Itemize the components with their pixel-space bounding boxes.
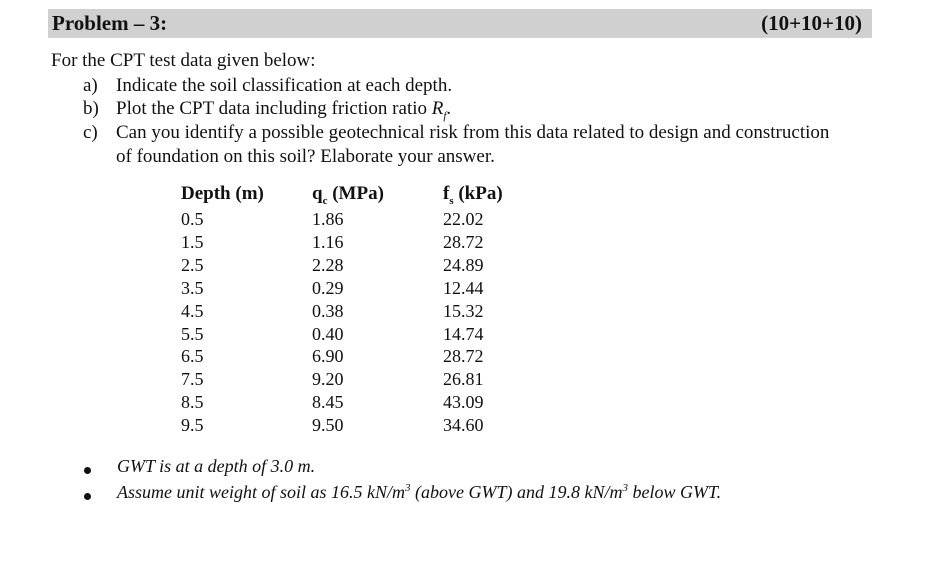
cell-qc: 9.20 — [312, 369, 344, 390]
cell-qc: 0.29 — [312, 277, 344, 298]
cell-fs: 12.44 — [443, 277, 484, 298]
cell-depth: 9.5 — [181, 415, 204, 436]
cell-depth: 6.5 — [181, 346, 204, 367]
cell-fs: 15.32 — [443, 300, 484, 321]
cell-qc: 1.86 — [312, 209, 344, 229]
note-unit-weight-text: Assume unit weight of soil as 16.5 $kN/m^3$ (above GWT) and 19.8 $kN/m^3$ below GWT. — [117, 482, 722, 502]
cell-depth: 3.5 — [181, 277, 204, 298]
cell-qc: 2.28 — [312, 254, 344, 275]
cell-fs: 22.02 — [443, 209, 484, 229]
question-b-text-wrap — [116, 98, 451, 122]
problem-title: Problem – 3: — [52, 11, 168, 35]
problem-points: (10+10+10) — [761, 11, 862, 35]
problem-header — [48, 9, 872, 38]
question-b-text: Plot the CPT data including friction ratio — [116, 98, 432, 119]
question-a-text: Indicate the soil classification at each depth. — [116, 75, 453, 96]
cell-depth: 0.5 — [181, 209, 204, 229]
cell-qc: 8.45 — [312, 392, 344, 413]
note-gwt-text: GWT is at a depth of 3.0 m. — [117, 456, 316, 476]
cell-depth: 2.5 — [181, 254, 204, 275]
header-qc: $q_c$ (MPa) — [312, 183, 384, 207]
question-b-suffix: . — [446, 98, 452, 119]
bullet-icon — [84, 493, 91, 500]
header-fs: $f_s$ (kPa) — [443, 183, 503, 207]
cell-qc: 1.16 — [312, 231, 344, 252]
question-c-text: Can you identify a possible geotechnical risk from this data related to design and construction — [116, 122, 830, 143]
cell-depth: 1.5 — [181, 231, 204, 252]
intro-text: For the CPT test data given below: — [51, 50, 316, 71]
cell-fs: 43.09 — [443, 392, 484, 413]
question-c-label: c) — [83, 122, 98, 143]
question-c-text2: of foundation on this soil? Elaborate your answer. — [116, 146, 495, 167]
cell-fs: 26.81 — [443, 369, 484, 390]
cell-depth: 8.5 — [181, 392, 204, 413]
cell-fs: 28.72 — [443, 231, 484, 252]
cell-fs: 28.72 — [443, 346, 484, 367]
cell-qc: 6.90 — [312, 346, 344, 367]
cell-depth: 5.5 — [181, 323, 204, 344]
question-b-label: b) — [83, 98, 99, 119]
question-a-label: a) — [83, 75, 98, 96]
friction-ratio-symbol: $R_f$ — [431, 98, 447, 122]
cell-fs: 34.60 — [443, 415, 484, 436]
cell-qc: 0.40 — [312, 323, 344, 344]
cell-fs: 24.89 — [443, 254, 484, 275]
header-depth: Depth (m) — [181, 183, 264, 204]
cell-depth: 4.5 — [181, 300, 204, 321]
cell-depth: 7.5 — [181, 369, 204, 390]
bullet-icon — [84, 467, 91, 474]
cell-qc: 0.38 — [312, 300, 344, 321]
cell-qc: 9.50 — [312, 415, 344, 436]
cell-fs: 14.74 — [443, 323, 484, 344]
